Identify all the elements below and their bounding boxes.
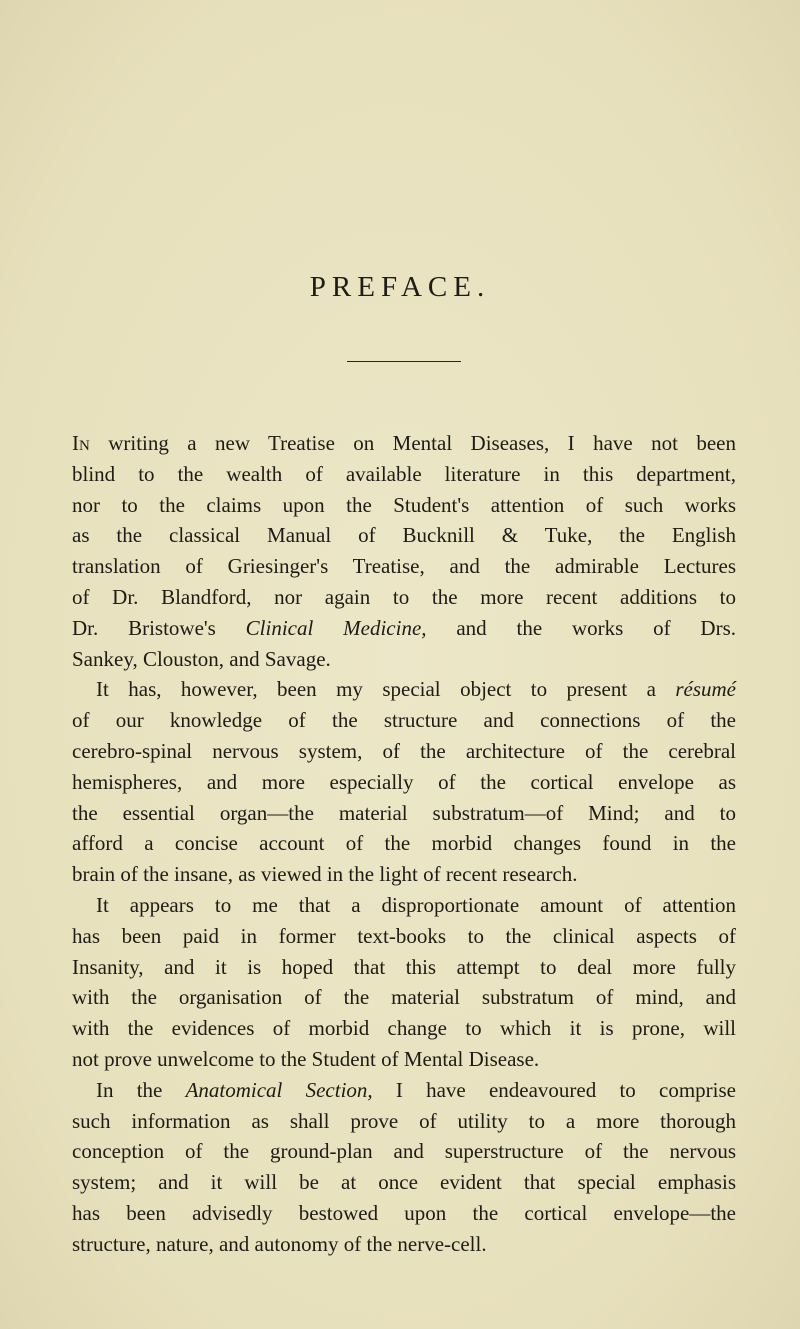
text-line xyxy=(72,859,736,890)
italic-text: résumé xyxy=(675,677,736,702)
italic-text: Anatomical Section, xyxy=(185,1077,373,1102)
text-line xyxy=(72,767,736,798)
text-run: as the classical Manual of Bucknill & Tuke, the English xyxy=(72,523,736,548)
text-run: blind to the wealth of available literature in this department, xyxy=(72,461,736,486)
text-run: has been paid in former text-books to the clinical aspects of xyxy=(72,923,736,948)
text-run: writing a new Treatise on Mental Diseases, I have not been xyxy=(89,431,736,455)
text-run: In xyxy=(72,431,90,455)
text-line xyxy=(72,1075,736,1106)
text-line xyxy=(72,705,736,736)
text-line xyxy=(72,644,736,675)
text-run: system; and it will be at once evident that special emphasis xyxy=(72,1170,736,1195)
text-line xyxy=(72,921,736,952)
text-line xyxy=(72,551,736,582)
text-line xyxy=(72,613,736,644)
text-run: and the works of Drs. xyxy=(426,615,736,640)
title-rule xyxy=(347,361,461,362)
text-run: It appears to me that a disproportionate amount of attention xyxy=(96,892,736,917)
text-line xyxy=(72,1198,736,1229)
text-run: hemispheres, and more especially of the cortical envelope as xyxy=(72,769,736,794)
page-title: PREFACE. xyxy=(309,271,491,304)
text-line xyxy=(72,490,736,521)
text-run: not prove unwelcome to the Student of Mental Disease. xyxy=(72,1046,540,1071)
text-run: of our knowledge of the structure and connections of the xyxy=(72,708,736,733)
text-run: It has, however, been my special object to present a xyxy=(96,677,676,702)
text-line xyxy=(72,428,736,459)
text-line xyxy=(72,1044,736,1075)
text-line xyxy=(72,1229,736,1260)
text-line xyxy=(72,1106,736,1137)
text-line xyxy=(72,890,736,921)
text-line xyxy=(72,520,736,551)
text-line xyxy=(72,1167,736,1198)
text-line xyxy=(72,982,736,1013)
text-line xyxy=(72,674,736,705)
text-run: I have endeavoured to comprise xyxy=(372,1077,736,1102)
text-run: has been advisedly bestowed upon the cortical envelope—the xyxy=(72,1200,736,1225)
text-run: Insanity, and it is hoped that this attempt to deal more fully xyxy=(72,954,736,979)
paragraph xyxy=(72,890,736,1075)
paragraph xyxy=(72,674,736,890)
text-run: Sankey, Clouston, and Savage. xyxy=(72,646,331,671)
text-run: cerebro-spinal nervous system, of the architecture of the cerebral xyxy=(72,738,736,763)
paragraph xyxy=(72,1075,736,1260)
italic-text: Clinical Medicine, xyxy=(245,615,427,640)
text-run: the essential organ—the material substratum—of Mind; and to xyxy=(72,800,736,825)
text-run: Dr. Bristowe's xyxy=(72,615,246,640)
text-line xyxy=(72,828,736,859)
text-run: brain of the insane, as viewed in the light of recent research. xyxy=(72,862,578,887)
text-line xyxy=(72,952,736,983)
text-line xyxy=(72,459,736,490)
paragraph xyxy=(72,428,736,674)
text-run: conception of the ground-plan and superstructure of the nervous xyxy=(72,1139,736,1164)
text-run: structure, nature, and autonomy of the nerve-cell. xyxy=(72,1231,487,1256)
text-line xyxy=(72,736,736,767)
text-line xyxy=(72,798,736,829)
text-line xyxy=(72,582,736,613)
preface-body xyxy=(72,428,736,1260)
text-run: translation of Griesinger's Treatise, and the admirable Lectures xyxy=(72,554,736,579)
text-run: such information as shall prove of utility to a more thorough xyxy=(72,1108,736,1133)
text-line xyxy=(72,1136,736,1167)
text-run: nor to the claims upon the Student's attention of such works xyxy=(72,492,736,517)
text-line xyxy=(72,1013,736,1044)
text-run: afford a concise account of the morbid changes found in the xyxy=(72,831,736,856)
text-run: In the xyxy=(96,1077,186,1102)
text-run: with the organisation of the material substratum of mind, and xyxy=(72,985,736,1010)
text-run: of Dr. Blandford, nor again to the more recent additions to xyxy=(72,584,736,609)
text-run: with the evidences of morbid change to which it is prone, will xyxy=(72,1016,736,1041)
